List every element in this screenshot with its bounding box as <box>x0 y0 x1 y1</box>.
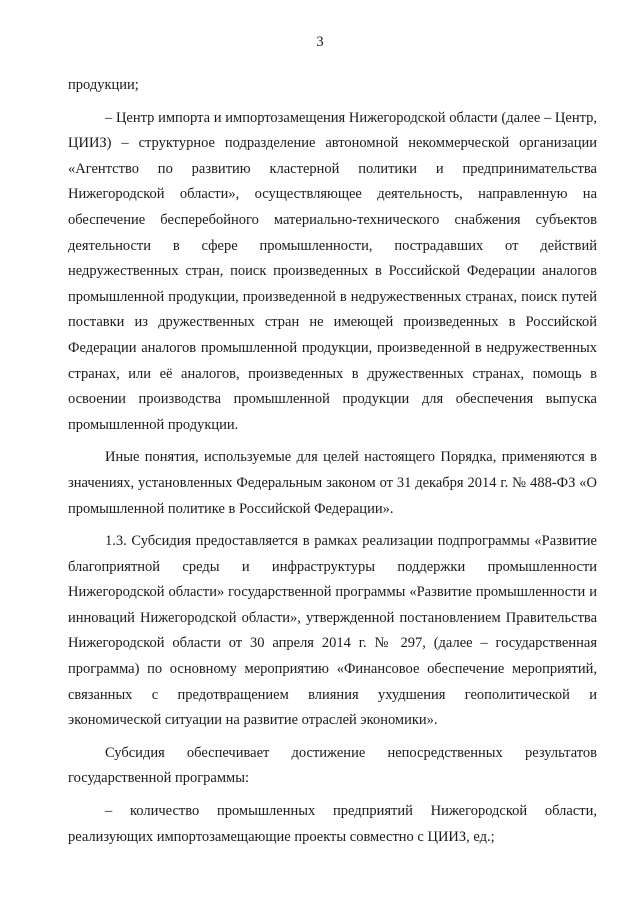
page-number: 3 <box>316 34 324 50</box>
paragraph-result-item: – количество промышленных предприятий Нижегородской области, реализующих импортозамещающие проекты совместно с ЦИИЗ, ед.; <box>68 803 597 845</box>
paragraph-subsidy-results: Субсидия обеспечивает достижение непосредственных результатов государственной программы: <box>68 744 597 787</box>
paragraph-other-terms: Иные понятия, используемые для целей настоящего Порядка, применяются в значениях, установленных Федеральным законом от 31 декабря 2014 г. № 488-ФЗ «О промышленной политике в Российской Федерации». <box>68 449 597 517</box>
paragraph-continuation: продукции; <box>68 77 139 93</box>
paragraph-definition-ciiz: – Центр импорта и импортозамещения Нижегородской области (далее – Центр, ЦИИЗ) – структурное подразделение автономной некоммерческой организации «Агентство по развитию кластерной политики и предпринимательства Нижегородской области», осуществляющее деятельность, направленную на обеспечение бесперебойного материально-технического снабжения субъектов деятельности в сфере промышленности, пострадавших от действий недружественных стран, поиск произведенных в Российской Федерации аналогов промышленной продукции, произведенной в недружественных странах, поиск путей поставки из дружественных стран не имеющей произведенных в Российской Федерации аналогов промышленной продукции, произведенной в недружественных странах, или её аналогов, произведенных в дружественных странах, помощь в освоении производства промышленной продукции для обеспечения выпуска промышленной продукции. <box>68 109 597 433</box>
document-body <box>68 73 597 850</box>
paragraph-section-1-3: 1.3. Субсидия предоставляется в рамках реализации подпрограммы «Развитие благоприятной среды и инфраструктуры поддержки промышленности Нижегородской области» государственной программы «Развитие промышленности и инноваций Нижегородской области», утвержденной постановлением Правительства Нижегородской области от 30 апреля 2014 г. № 297, (далее – государственная программа) по основному мероприятию «Финансовое обеспечение мероприятий, связанных с предотвращением влияния ухудшения геополитической и экономической ситуации на развитие отраслей экономики». <box>68 533 597 729</box>
